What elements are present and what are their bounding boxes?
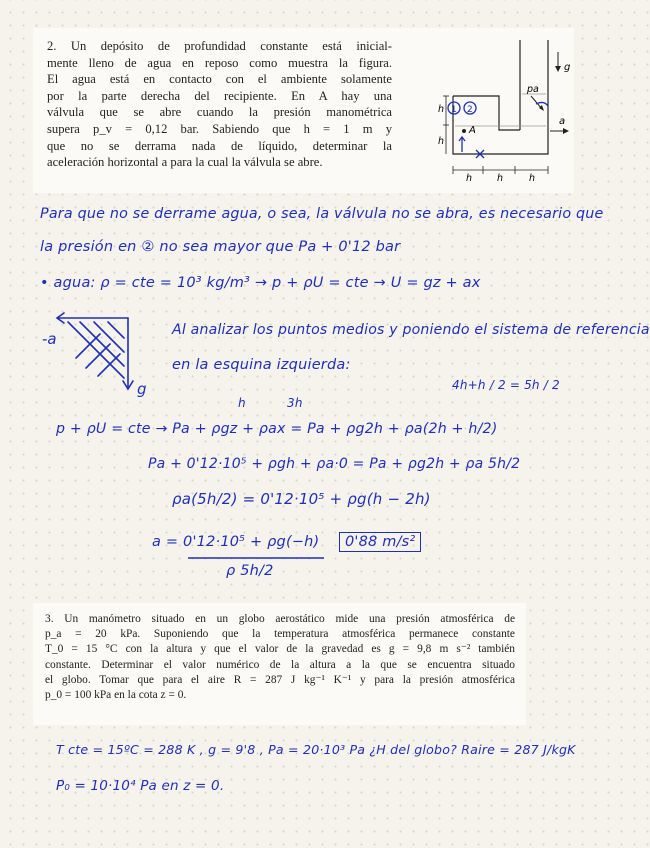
hw-line-2: la presión en ② no sea mayor que Pa + 0'12 bar bbox=[40, 239, 401, 255]
figure-point-1: 1 bbox=[451, 105, 457, 115]
figure-dim-3: h bbox=[529, 173, 536, 184]
hw-line-3: • agua: ρ = cte = 10³ kg/m³ → p + ρU = cte → U = gz + ax bbox=[40, 275, 481, 291]
hw-eq-1: p + ρU = cte → Pa + ρgz + ρax = Pa + ρg2h + ρa(2h + h/2) bbox=[56, 421, 498, 437]
hw-line-7: P₀ = 10·10⁴ Pa en z = 0. bbox=[56, 778, 225, 794]
figure-dim-1: h bbox=[466, 173, 473, 184]
hw-eq1-over-x: 3h bbox=[287, 396, 303, 410]
problem-2-line: aceleración horizontal a para la cual la válvula se abre. bbox=[47, 155, 323, 170]
figure-h-lower: h bbox=[438, 136, 445, 147]
problem-2-line: válvula que se abre cuando la presión manométrica bbox=[47, 105, 392, 120]
problem-3-line: 3. Un manómetro situado en un globo aerostático mide una presión atmosférica de bbox=[45, 613, 515, 625]
problem-2-card bbox=[33, 28, 574, 193]
tank-figure bbox=[398, 34, 570, 188]
problem-3-card bbox=[33, 603, 526, 725]
figure-A-label: A bbox=[469, 125, 476, 136]
acceleration-sketch bbox=[40, 308, 155, 400]
hw-line-4: Al analizar los puntos medios y poniendo el sistema de referencia bbox=[172, 322, 650, 338]
problem-2-line: por la parte derecha del recipiente. En A hay una bbox=[47, 88, 392, 103]
hw-eq1-over-z: h bbox=[238, 396, 246, 410]
accel-label: -a bbox=[42, 330, 57, 348]
fraction-bar bbox=[186, 556, 326, 560]
hw-line-5: en la esquina izquierda: bbox=[172, 357, 351, 373]
problem-3-line: constante. Determinar el valor numérico de la altura a la que se encuentra situado bbox=[45, 658, 515, 671]
problem-2-line: supera p_v = 0,12 bar. Sabiendo que h = 1 m y bbox=[47, 121, 392, 136]
problem-3-line: T_0 = 15 °C con la altura y que el valor de la gravedad es g = 9,8 m s⁻² también bbox=[45, 643, 515, 656]
hw-eq-4-den: ρ 5h/2 bbox=[226, 563, 274, 579]
hw-eq-2: Pa + 0'12·10⁵ + ρgh + ρa·0 = Pa + ρg2h + ρa 5h/2 bbox=[148, 456, 521, 472]
hw-eq-3: ρa(5h/2) = 0'12·10⁵ + ρg(h − 2h) bbox=[172, 490, 431, 508]
figure-pa-label: pa bbox=[527, 84, 539, 95]
figure-dim-2: h bbox=[497, 173, 504, 184]
valve-a-dot bbox=[462, 129, 466, 133]
problem-2-statement bbox=[47, 38, 392, 171]
problem-3-line: p_0 = 100 kPa en la cota z = 0. bbox=[45, 689, 187, 702]
hw-line-1: Para que no se derrame agua, o sea, la válvula no se abra, es necesario que bbox=[40, 206, 604, 222]
figure-h-upper: h bbox=[438, 104, 445, 115]
figure-a-label: a bbox=[559, 116, 566, 127]
figure-point-2: 2 bbox=[467, 105, 473, 115]
problem-3-line: p_a = 20 kPa. Suponiendo que la temperatura atmosférica permanece constante bbox=[45, 628, 515, 641]
problem-2-line: El agua está en contacto con el ambiente solamente bbox=[47, 72, 392, 87]
problem-3-statement bbox=[45, 612, 515, 703]
grav-label: g bbox=[137, 380, 147, 398]
figure-g-label: g bbox=[564, 62, 571, 73]
problem-3-line: el globo. Tomar que para el aire R = 287 J kg⁻¹ K⁻¹ y para la presión atmosférica bbox=[45, 673, 515, 686]
hw-eq-4-num: a = 0'12·10⁵ + ρg(−h) bbox=[152, 534, 320, 550]
problem-2-line: que no se derrama nada de líquido, determinar la bbox=[47, 138, 392, 153]
hw-line-6: T cte = 15ºC = 288 K , g = 9'8 , Pa = 20·10³ Pa ¿H del globo? Raire = 287 J/kgK bbox=[56, 742, 576, 757]
problem-2-line: mente lleno de agua en reposo como muestra la figura. bbox=[47, 55, 392, 70]
hw-eq-4-result: 0'88 m/s² bbox=[339, 532, 421, 552]
problem-2-line: 2. Un depósito de profundidad constante está inicial- bbox=[47, 39, 392, 53]
hw-side-note: 4h+h / 2 = 5h / 2 bbox=[452, 378, 560, 392]
